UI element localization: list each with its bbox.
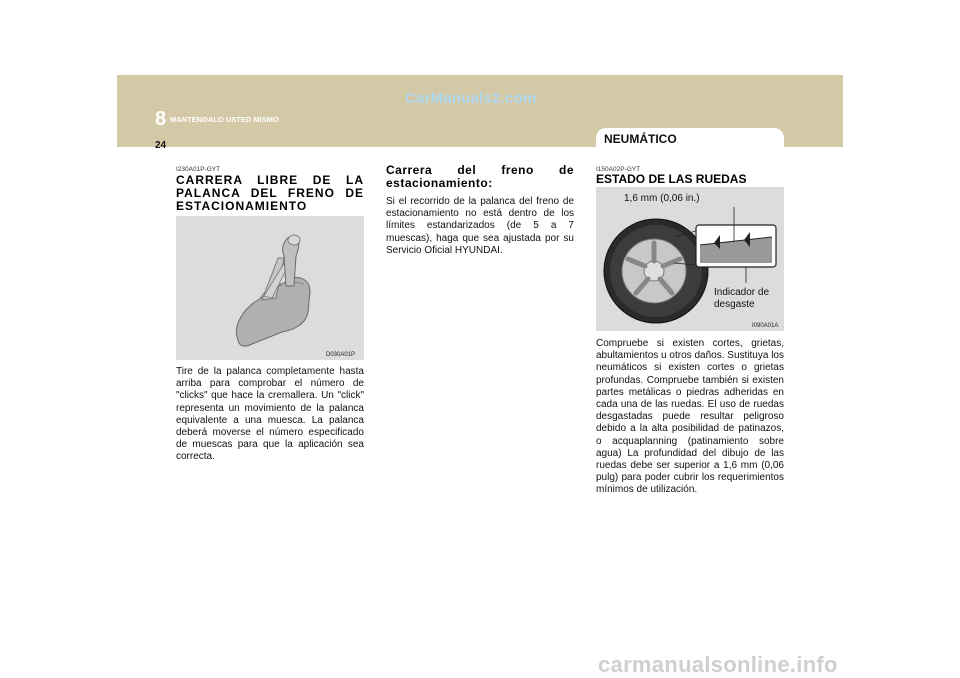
chapter-number: 8: [155, 108, 167, 130]
middle-heading: Carrera del freno de estacionamiento:: [386, 163, 574, 190]
parking-brake-figure: [176, 216, 364, 360]
wear-indicator-label: Indicador de desgaste: [714, 287, 770, 310]
right-figure-code: I090A01A: [752, 323, 779, 329]
right-body-text: Compruebe si existen cortes, grietas, abultamientos u otros daños. Sustituya los neumáticos si existen cortes o grietas profundas. Compruebe también si existen partes metálicas o piedras adheridas en cada una de las ruedas. El uso de ruedas desgastadas puede resultar peligroso debido a la alta posibilidad de patinazos, o acquaplanning (patinamiento sobre agua) La profundidad del dibujo de las ruedas debe ser superior a 1,6 mm (0,06 pulg) para poder cubrir los requerimientos mínimos de utilización.: [596, 338, 784, 496]
page-number: 24: [155, 140, 167, 151]
left-section-code: I230A01P-GYT: [176, 166, 221, 173]
tread-depth-label: 1,6 mm (0,06 in.): [624, 193, 700, 204]
left-heading: CARRERA LIBRE DE LA PALANCA DEL FRENO DE ESTACIONAMIENTO: [176, 173, 364, 213]
section-tab: [596, 128, 784, 148]
left-body-text: Tire de la palanca completamente hasta arriba para comprobar el número de "clicks" que hace la cremallera. Un "click" representa un movimiento de la palanca equivalente a una muesca. La palanca deberá moverse el número especificado de muescas para que la aplicación sea correcta.: [176, 366, 364, 463]
left-figure-code: D030A01P: [326, 352, 356, 358]
footer-watermark: carmanualsonline.info: [598, 652, 838, 677]
right-heading: ESTADO DE LAS RUEDAS: [596, 172, 747, 186]
right-section-code: I150A02P-GYT: [596, 166, 641, 173]
tire-wear-figure: [596, 187, 784, 331]
chapter-title: MANTENGALO USTED MISMO: [170, 115, 279, 124]
parking-brake-lever-icon: [176, 216, 364, 360]
section-tab-label: NEUMÁTICO: [604, 132, 677, 146]
middle-body-text: Si el recorrido de la palanca del freno de estacionamiento no está dentro de los límites estandarizados (de 5 a 7 muescas), haga que sea ajustada por su Servicio Oficial HYUNDAI.: [386, 196, 574, 256]
watermark-link[interactable]: CarManuals2.com: [405, 90, 537, 107]
